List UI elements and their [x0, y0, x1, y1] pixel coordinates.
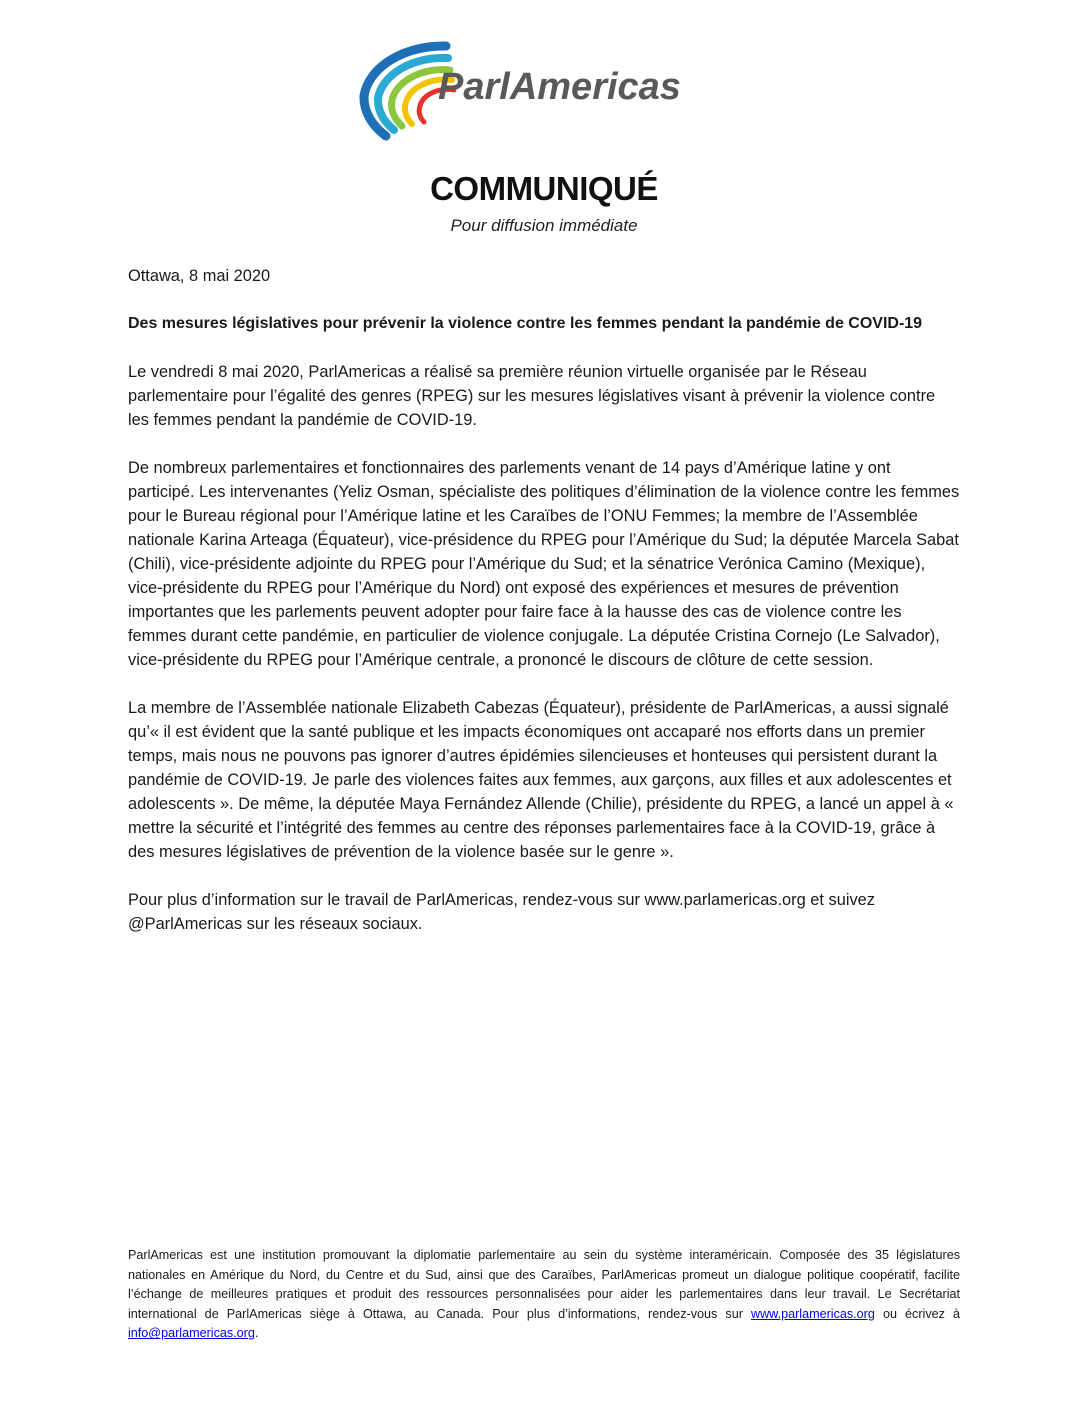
release-subtitle: Pour diffusion immédiate: [450, 216, 638, 235]
headline: Des mesures législatives pour prévenir la violence contre les femmes pendant la pandémie de COVID-19: [128, 315, 923, 332]
press-release-body: [128, 264, 960, 960]
footer-about: [128, 1246, 960, 1344]
paragraph-2: De nombreux parlementaires et fonctionnaires des parlements venant de 14 pays d’Amérique latine y ont participé. Les intervenantes (Yeliz Osman, spécialiste des politiques d’élimination de la violence contre les femmes pour le Bureau régional pour l’Amérique latine et les Caraïbes de l’ONU Femmes; la membre de l’Assemblée nationale Karina Arteaga (Équateur), vice-présidence du RPEG pour l’Amérique du Sud; la députée Marcela Sabat (Chili), vice-présidente adjointe du RPEG pour l’Amérique du Sud; et la sénatrice Verónica Camino (Mexique), vice-présidente du RPEG pour l’Amérique du Nord) ont exposé des expériences et mesures de prévention importantes que les parlements peuvent adopter pour faire face à la hausse des cas de violence contre les femmes durant cette pandémie, en particulier de violence conjugale. La députée Cristina Cornejo (Le Salvador), vice-présidente du RPEG pour l’Amérique centrale, a prononcé le discours de clôture de cette session.: [128, 459, 960, 669]
email-link[interactable]: info@parlamericas.org: [128, 1326, 255, 1341]
paragraph-1: Le vendredi 8 mai 2020, ParlAmericas a réalisé sa première réunion virtuelle organisée par le Réseau parlementaire pour l’égalité des genres (RPEG) sur les mesures législatives visant à prévenir la violence contre les femmes pendant la pandémie de COVID-19.: [128, 363, 936, 429]
logo-wordmark: ParlAmericas: [438, 66, 681, 108]
page-title: COMMUNIQUÉ: [430, 170, 658, 207]
footer-text: ParlAmericas est une institution promouvant la diplomatie parlementaire au sein du système interaméricain. Composée des 35 législatures nationales en Amérique du Nord, du Centre et du Sud, ainsi que des Caraïbes, ParlAmericas promeut un dialogue politique coopératif, facilite l’échange de meilleures pratiques et produit des ressources personnalisées pour aider les parlementaires dans leur travail. Le Secrétariat international de ParlAmericas siège à Ottawa, au Canada. Pour plus d’informations, rendez-vous sur: [128, 1248, 960, 1321]
website-link[interactable]: www.parlamericas.org: [750, 1306, 875, 1321]
footer-text-end: .: [254, 1326, 259, 1341]
footer-text-between: ou écrivez à: [874, 1306, 960, 1321]
parlamericas-logo: [356, 36, 756, 152]
paragraph-3: La membre de l’Assemblée nationale Elizabeth Cabezas (Équateur), présidente de ParlAmericas, a aussi signalé qu’« il est évident que la santé publique et les impacts économiques ont accaparé nos efforts dans un premier temps, mais nous ne pouvons pas ignorer d’autres épidémies silencieuses et honteuses qui persistent durant la pandémie de COVID-19. Je parle des violences faites aux femmes, aux garçons, aux filles et aux adolescentes et adolescents ». De même, la députée Maya Fernández Allende (Chilie), présidente du RPEG, a lancé un appel à « mettre la sécurité et l’intégrité des femmes au centre des réponses parlementaires face à la COVID-19, grâce à des mesures législatives de prévention de la violence basée sur le genre ».: [128, 699, 954, 861]
paragraph-4: Pour plus d’information sur le travail de ParlAmericas, rendez-vous sur www.parlamericas.org et suivez @ParlAmericas sur les réseaux sociaux.: [128, 891, 875, 933]
dateline: Ottawa, 8 mai 2020: [128, 267, 271, 285]
